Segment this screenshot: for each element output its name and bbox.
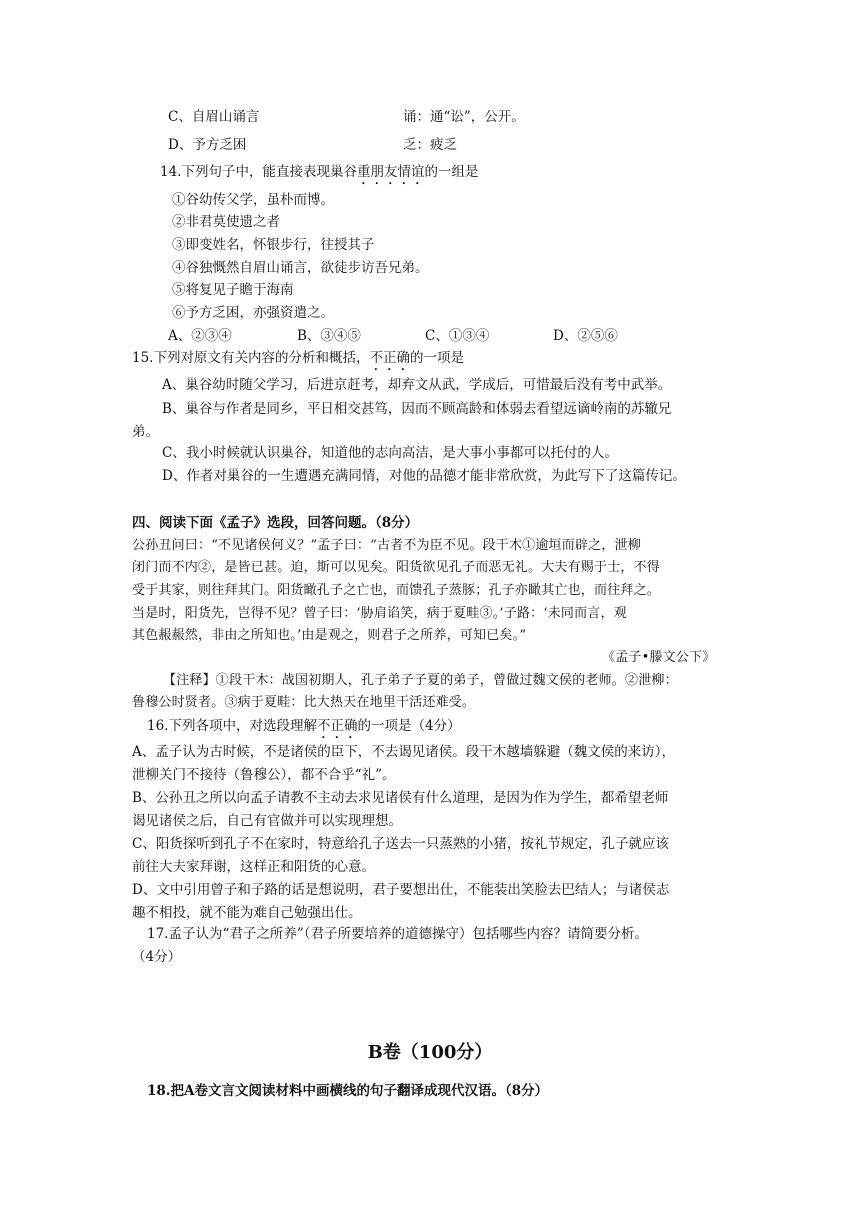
q14-item-3: ③即变姓名，怀银步行，往授其子 <box>172 237 375 253</box>
q16-option-d-line2: 趣不相投，就不能为难自己勉强出仕。 <box>132 905 362 921</box>
q14-option-d: D、②⑤⑥ <box>553 328 618 344</box>
q15-option-c: C、我小时候就认识巢谷，知道他的志向高洁，是大事小事都可以托付的人。 <box>162 445 618 461</box>
q14-option-c: C、①③④ <box>425 328 490 344</box>
question-17-line2: （4分） <box>132 949 182 965</box>
q15-option-a: A、巢谷幼时随父学习，后进京赶考，却弃文从武，学成后，可惜最后没有考中武举。 <box>162 377 672 393</box>
q13-option-c-gloss: 诵：通“讼”，公开。 <box>403 109 525 125</box>
question-15-stem <box>132 349 464 374</box>
passage-line-4: 当是时，阳货先，岂得不见？曾子曰：‘胁肩谄笑，病于夏畦③。’子路：‘未同而言，观 <box>132 606 627 621</box>
q16-option-b-line1: B、公孙丑之所以向孟子请教不主动去求见诸侯有什么道理，是因为作为学生，都希望老师 <box>132 790 669 806</box>
q14-option-b: B、③④⑤ <box>297 328 361 344</box>
q14-item-2: ②非君莫使遗之者 <box>172 214 280 230</box>
q15-stem-pre: 15.下列对原文有关内容的分析和概括， <box>132 350 370 366</box>
q15-option-b-line2: 弟。 <box>132 424 159 440</box>
part-b-title: B卷（100分） <box>367 1042 493 1063</box>
q16-option-b-line2: 谒见诸侯之后，自己有官做并可以实现理想。 <box>132 813 402 829</box>
passage-line-5: 其色赧赧然，非由之所知也。’由是观之，则君子之所养，可知已矣。” <box>132 628 527 643</box>
q16-option-d-line1: D、文中引用曾子和子路的话是想说明，君子要想出仕，不能装出笑脸去巴结人；与诸侯志 <box>132 882 670 898</box>
q13-option-d-gloss: 乏：疲乏 <box>403 137 457 153</box>
q14-item-4: ④谷独慨然自眉山诵言，欲徒步访吾兄弟。 <box>172 260 429 276</box>
section-4-heading: 四、阅读下面《孟子》选段，回答问题。（8分） <box>132 515 419 531</box>
q16-stem-pre: 16.下列各项中，对选段理解 <box>147 718 317 734</box>
q14-option-a: A、②③④ <box>168 328 232 344</box>
question-16-stem <box>147 717 461 742</box>
passage-line-1: 公孙丑问曰：“不见诸侯何义？”孟子曰：“古者不为臣不见。段干木①逾垣而辟之，泄柳 <box>132 538 641 553</box>
passage-line-2: 闭门而不内②，是皆已甚。迫，斯可以见矣。阳货欲见孔子而恶无礼。大夫有赐于士，不得 <box>132 560 661 575</box>
q15-option-b-line1: B、巢谷与作者是同乡，平日相交甚笃，因而不顾高龄和体弱去看望远谪岭南的苏辙兄 <box>162 401 672 417</box>
passage-note-line-1: 【注释】①段干木：战国初期人，孔子弟子子夏的弟子，曾做过魏文侯的老师。②泄柳： <box>163 673 678 688</box>
passage-source: 《孟子•滕文公下》 <box>602 650 716 665</box>
q16-stem-emphasis: 不正确 <box>316 718 358 734</box>
question-14-stem <box>160 163 478 188</box>
passage-line-3: 受于其家，则往拜其门。阳货瞰孔子之亡也，而馈孔子蒸豚；孔子亦瞰其亡也，而往拜之。 <box>132 583 661 598</box>
q13-option-c: C、自眉山诵言 <box>168 109 260 125</box>
q14-item-6: ⑥予方乏困，亦强资遣之。 <box>172 305 334 321</box>
passage-note-line-2: 鲁穆公时贤者。③病于夏畦：比大热天在地里干活还难受。 <box>132 695 476 710</box>
q15-stem-emphasis: 不正确 <box>369 350 410 366</box>
q16-option-a-line1: A、孟子认为古时候，不是诸侯的臣下，不去谒见诸侯。段干木越墙躲避（魏文侯的来访）， <box>132 744 675 760</box>
q15-stem-post: 的一项是 <box>409 350 464 366</box>
q15-option-d: D、作者对巢谷的一生遭遇充满同情，对他的品德才能非常欣赏，为此写下了这篇传记。 <box>162 468 686 484</box>
q14-stem-post: 的一组是 <box>424 164 479 180</box>
q14-stem-pre: 14.下列句子中，能直接表现巢谷 <box>160 164 357 180</box>
q13-option-d: D、予方乏困 <box>168 137 247 153</box>
q16-option-a-line2: 泄柳关门不接待（鲁穆公），都不合乎“礼”。 <box>132 767 396 783</box>
question-17-line1: 17.孟子认为“君子之所养”（君子所要培养的道德操守）包括哪些内容？请简要分析。 <box>147 926 649 942</box>
q14-item-5: ⑤将复见子瞻于海南 <box>172 282 294 298</box>
q16-stem-post: 的一项是（4分） <box>357 718 461 734</box>
q16-option-c-line2: 前往大夫家拜谢，这样正和阳货的心意。 <box>132 859 375 875</box>
q14-stem-emphasis: 重朋友情谊 <box>356 164 425 180</box>
question-18: 18.把A卷文言文阅读材料中画横线的句子翻译成现代汉语。（8分） <box>147 1083 549 1099</box>
q14-item-1: ①谷幼传父学，虽朴而博。 <box>172 192 334 208</box>
q16-option-c-line1: C、阳货探听到孔子不在家时，特意给孔子送去一只蒸熟的小猪，按礼节规定，孔子就应该 <box>132 836 669 852</box>
